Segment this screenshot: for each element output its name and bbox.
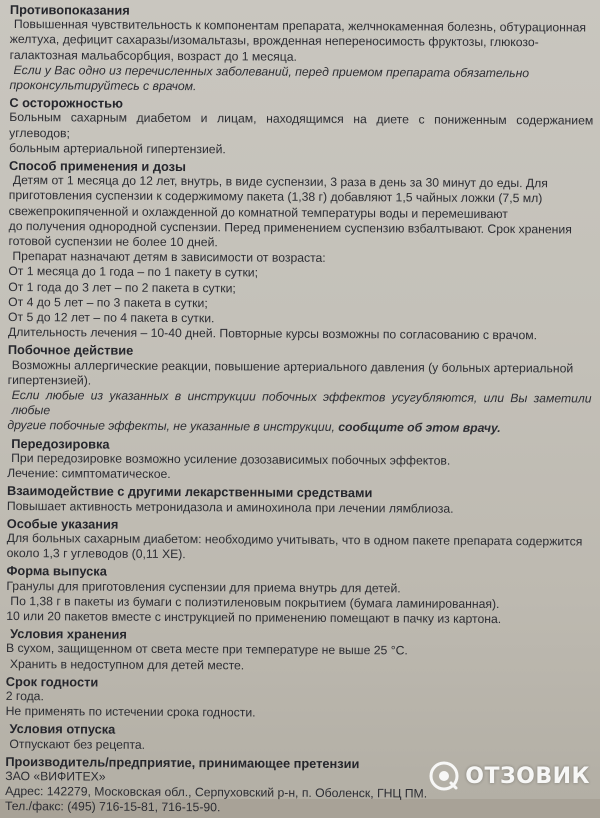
text-line: готовой суспензии не более 10 дней. xyxy=(8,234,218,250)
text-line: Детям от 1 месяца до 12 лет, внутрь, в виде суспензии, 3 раза в день за 30 минут до еды. Для xyxy=(12,173,548,191)
text-line: желтуха, дефицит сахаразы/изомальтазы, врожденная непереносимость фруктозы, глюкозо- xyxy=(9,32,539,50)
text-line: ЗАО «ВИФИТЕХ» xyxy=(5,768,106,784)
text-line: По 1,38 г в пакеты из бумаги с полиэтиленовым покрытием (бумага ламинированная). xyxy=(10,593,500,611)
text-line: Препарат назначают детям в зависимости от возраста: xyxy=(12,249,326,266)
italic-note-text: другие побочные эффекты, не указанные в инструкции, xyxy=(7,418,335,435)
text-line: Возможны аллергические реакции, повышение артериального давления (у больных артериальной xyxy=(11,357,574,376)
age-dose-line: От 5 до 12 лет – по 4 пакета в сутки. xyxy=(8,310,215,326)
heading-caution: С осторожностью xyxy=(9,95,123,111)
text-line: свежепрокипяченной и охлажденной до комнатной температуры воды и перемешивают xyxy=(8,203,508,221)
text-line: 10 или 20 пакетов вместе с инструкцией по применению помещают в пачку из картона. xyxy=(6,608,502,626)
italic-note: Если любые из указанных в инструкции побочных эффектов усугубляются, или Вы заметили любые xyxy=(11,388,592,418)
text-line: Не применять по истечении срока годности. xyxy=(5,704,256,720)
age-dose-line: От 4 до 5 лет – по 3 пакета в сутки; xyxy=(8,294,208,311)
heading-contraindications: Противопоказания xyxy=(9,1,130,18)
text-line: Больным сахарным диабетом и лицам, находящимся на диете с пониженным содержанием углеводов; xyxy=(9,110,594,140)
watermark-text: ОТЗОВИК xyxy=(465,763,590,789)
instruction-text xyxy=(5,0,594,818)
text-line: галактозная мальабсорбция, возраст до 1 месяца. xyxy=(9,47,297,64)
text-line: приготовления суспензии к содержимому пакета (1,38 г) добавляют 1,5 чайных ложки (7,5 мл) xyxy=(8,188,543,206)
text-line: Адрес: 142279, Московская обл., Серпуховский р-н, п. Оболенск, ГНЦ ПМ. xyxy=(5,784,428,801)
text-line: Повышает активность метронидазола и аминохинола при лечении лямблиоза. xyxy=(6,498,454,516)
heading-side-effects: Побочное действие xyxy=(7,342,134,359)
italic-note xyxy=(7,418,591,437)
text-line: гипертензией). xyxy=(7,372,92,388)
italic-note-emphasis: сообщите об этом врачу. xyxy=(338,420,501,436)
text-line: Отпускают без рецепта. xyxy=(9,736,146,752)
heading-interaction: Взаимодействие с другими лекарственными средствами xyxy=(6,483,373,501)
heading-shelf-life: Срок годности xyxy=(5,673,99,690)
text-line: Тел./факс: (495) 716-15-81, 716-15-90. xyxy=(5,799,221,815)
italic-note: Если у Вас одно из перечисленных заболеваний, перед приемом препарата обязательно xyxy=(13,62,530,80)
text-line: 2 года. xyxy=(5,688,44,704)
text-line: больным артериальной гипертензией. xyxy=(9,140,226,157)
otzovik-watermark xyxy=(429,761,590,791)
text-line: Для больных сахарным диабетом: необходимо учитывать, что в одном пакете препарата содержится xyxy=(6,530,583,549)
heading-dispense: Условия отпуска xyxy=(9,721,116,738)
heading-overdose: Передозировка xyxy=(11,435,110,452)
heading-storage: Условия хранения xyxy=(10,626,127,642)
heading-special: Особые указания xyxy=(6,515,119,532)
text-line: около 1,3 г углеводов (0,11 ХЕ). xyxy=(6,546,186,562)
italic-note: проконсультируйтесь с врачом. xyxy=(9,78,197,94)
text-line: При передозировке возможно усиление дозозависимых побочных эффектов. xyxy=(11,450,451,468)
heading-dosage: Способ применения и дозы xyxy=(8,158,187,175)
text-line: Хранить в недоступном для детей месте. xyxy=(9,656,245,672)
heading-form: Форма выпуска xyxy=(6,563,107,579)
text-line: до получения однородной суспензии. Перед применением суспензию взбалтывают. Срок хранения xyxy=(8,218,572,237)
age-dose-line: От 1 года до 3 лет – по 2 пакета в сутки; xyxy=(8,279,236,296)
text-line: Повышенная чувствительность к компонентам препарата, желчнокаменная болезнь, обтурационная xyxy=(13,17,587,35)
otzovik-logo-icon xyxy=(429,761,459,791)
text-line: Длительность лечения – 10-40 дней. Повторные курсы возможны по согласованию с врачом. xyxy=(7,325,538,343)
age-dose-line: От 1 месяца до 1 года – по 1 пакету в сутки; xyxy=(8,264,259,280)
text-line: Гранулы для приготовления суспензии для приема внутрь для детей. xyxy=(6,578,401,595)
text-line: В сухом, защищенном от света месте при температуре не выше 25 °С. xyxy=(5,641,408,658)
heading-manufacturer: Производитель/предприятие, принимающее претензии xyxy=(5,753,360,771)
text-line: Лечение: симптоматическое. xyxy=(7,466,171,482)
